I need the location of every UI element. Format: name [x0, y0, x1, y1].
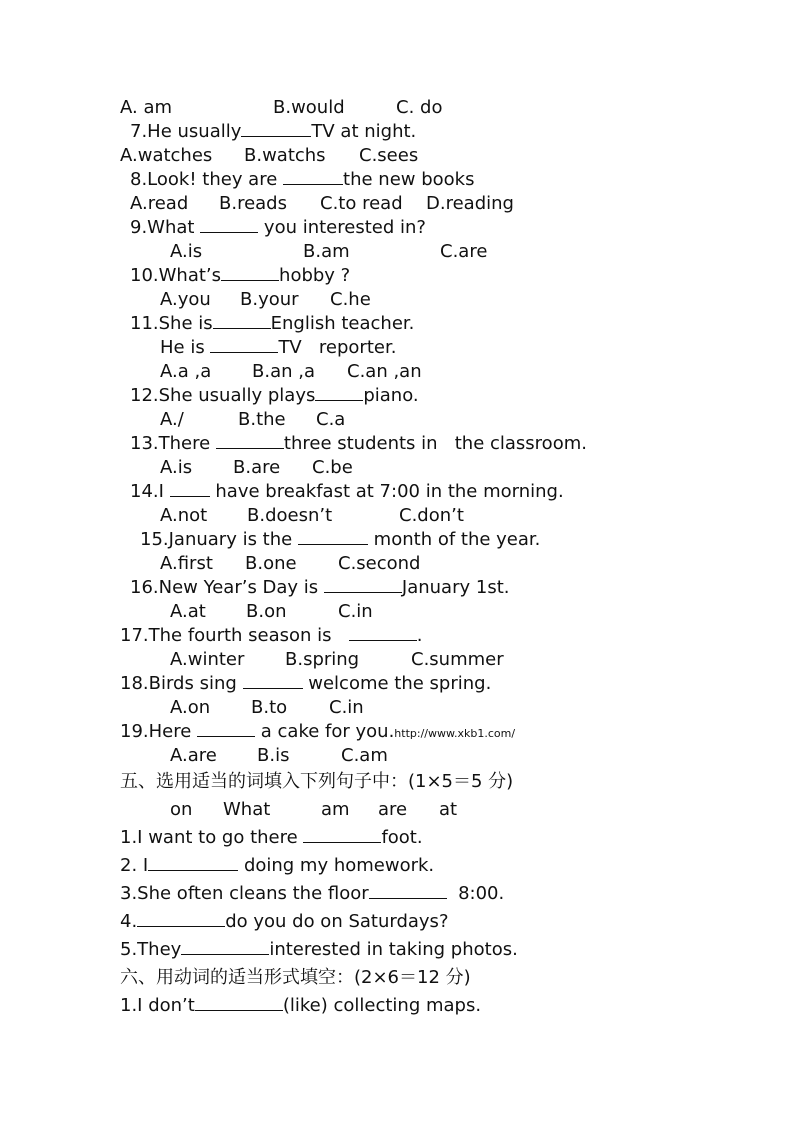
question-13 [130, 432, 587, 456]
option-a: A./ [160, 409, 184, 430]
question-text: 10.What’s [130, 265, 222, 286]
option-b: B.am [303, 241, 350, 262]
question-text: 2. I [120, 855, 149, 876]
option-a: A.watches [120, 145, 213, 166]
question-text: 17.The fourth season is [120, 625, 349, 646]
option-c: C.an ,an [347, 361, 422, 382]
s5-item-2 [120, 854, 434, 878]
option-a: A.a ,a [160, 361, 212, 382]
answer-blank [303, 826, 381, 843]
question-text: you interested in? [258, 217, 426, 238]
question-text: 18.Birds sing [120, 673, 243, 694]
question-text: welcome the spring. [302, 673, 492, 694]
option-a: A.on [170, 697, 211, 718]
option-c: C.are [440, 241, 488, 262]
answer-blank [213, 312, 271, 329]
option-b: B.one [245, 553, 297, 574]
section-6-heading: 六、用动词的适当形式填空：(2×6＝12 分) [120, 967, 471, 988]
question-text: 3.She often cleans the floor [120, 883, 369, 904]
answer-blank [243, 672, 303, 689]
word-bank-item: at [439, 799, 458, 820]
question-text: 14.I [130, 481, 170, 502]
q13-options [160, 456, 353, 480]
option-b: B.is [257, 745, 290, 766]
question-text: have breakfast at 7:00 in the morning. [209, 481, 564, 502]
question-text: 8.Look! they are [130, 169, 284, 190]
watermark-url: http://www.xkb1.com/ [394, 727, 516, 740]
question-17 [120, 624, 422, 648]
s6-item-1 [120, 994, 481, 1018]
q10-options [160, 288, 371, 312]
question-text: 15.January is the [140, 529, 298, 550]
option-c: C.am [341, 745, 388, 766]
answer-blank [195, 994, 283, 1011]
q9-options [170, 240, 488, 264]
question-text: piano. [363, 385, 419, 406]
option-a: A.is [170, 241, 203, 262]
option-b: B.the [238, 409, 286, 430]
answer-blank [315, 384, 363, 401]
s5-item-1 [120, 826, 423, 850]
option-a: A.read [130, 193, 189, 214]
question-text: a cake for you. [255, 721, 395, 742]
option-c: C.to read [320, 193, 403, 214]
option-b: B.an ,a [252, 361, 315, 382]
q18-options [170, 696, 364, 720]
q16-options [170, 600, 373, 624]
word-bank-item: What [223, 799, 271, 820]
option-b: B.reads [219, 193, 287, 214]
question-text: (like) collecting maps. [282, 995, 482, 1016]
question-text: January 1st. [401, 577, 510, 598]
answer-blank [200, 216, 258, 233]
q17-options [170, 648, 504, 672]
option-b: B.to [251, 697, 288, 718]
question-15 [140, 528, 540, 552]
answer-blank [197, 720, 255, 737]
answer-blank [170, 480, 210, 497]
question-text: 7.He usually [130, 121, 242, 142]
answer-blank [181, 938, 269, 955]
question-text: 5.They [120, 939, 182, 960]
answer-blank [283, 168, 343, 185]
option-b: B.would [273, 97, 345, 118]
question-9 [130, 216, 426, 240]
s5-item-4 [120, 910, 449, 934]
question-text: 1.I want to go there [120, 827, 304, 848]
option-b: B.are [233, 457, 281, 478]
q8-options [130, 192, 514, 216]
question-text: 12.She usually plays [130, 385, 316, 406]
question-text: the new books [343, 169, 475, 190]
question-19 [120, 720, 515, 746]
question-11-line2 [160, 336, 396, 360]
question-11 [130, 312, 414, 336]
answer-blank [369, 882, 447, 899]
question-text: 16.New Year’s Day is [130, 577, 324, 598]
answer-blank [221, 264, 279, 281]
option-c: C. do [396, 97, 443, 118]
question-text: do you do on Saturdays? [225, 911, 449, 932]
question-12 [130, 384, 419, 408]
q15-options [160, 552, 421, 576]
option-c: C.a [316, 409, 346, 430]
question-text: 8:00. [446, 883, 505, 904]
q14-options [160, 504, 464, 528]
question-text: doing my homework. [238, 855, 435, 876]
option-b: B.your [240, 289, 299, 310]
question-text: interested in taking photos. [269, 939, 518, 960]
q7-options [120, 144, 419, 168]
option-a: A.you [160, 289, 211, 310]
question-10 [130, 264, 350, 288]
answer-blank [216, 432, 284, 449]
answer-blank [298, 528, 368, 545]
answer-blank [137, 910, 225, 927]
question-text: 19.Here [120, 721, 198, 742]
option-a: A. am [120, 97, 173, 118]
option-b: B.on [246, 601, 287, 622]
option-c: C.summer [411, 649, 504, 670]
answer-blank [241, 120, 311, 137]
option-a: A.is [160, 457, 193, 478]
option-c: C.be [312, 457, 353, 478]
option-c: C.second [338, 553, 421, 574]
q19-options [170, 744, 388, 768]
option-b: B.doesn’t [247, 505, 333, 526]
s5-item-5 [120, 938, 518, 962]
word-bank-item: are [378, 799, 408, 820]
question-text: three students in the classroom. [283, 433, 587, 454]
question-text: English teacher. [270, 313, 415, 334]
question-text: . [416, 625, 423, 646]
question-text: 13.There [130, 433, 216, 454]
option-b: B.watchs [244, 145, 326, 166]
word-bank-item: on [170, 799, 193, 820]
answer-blank [148, 854, 238, 871]
question-text: He is [160, 337, 211, 358]
option-a: A.not [160, 505, 208, 526]
q6-options [120, 96, 443, 120]
question-text: TV reporter. [278, 337, 397, 358]
answer-blank [349, 624, 417, 641]
question-text: TV at night. [311, 121, 417, 142]
option-b: B.spring [285, 649, 360, 670]
option-a: A.winter [170, 649, 245, 670]
section-5-heading: 五、选用适当的词填入下列句子中：(1×5＝5 分) [120, 771, 514, 792]
question-7 [130, 120, 416, 144]
option-c: C.in [338, 601, 373, 622]
question-text: 1.I don’t [120, 995, 195, 1016]
option-a: A.are [170, 745, 217, 766]
q12-options [160, 408, 346, 432]
question-18 [120, 672, 491, 696]
s5-item-3 [120, 882, 504, 906]
option-c: C.sees [359, 145, 419, 166]
question-14 [130, 480, 564, 504]
question-text: 11.She is [130, 313, 213, 334]
option-c: C.in [329, 697, 364, 718]
answer-blank [210, 336, 278, 353]
option-c: C.don’t [399, 505, 464, 526]
word-bank [170, 798, 458, 822]
question-16 [130, 576, 509, 600]
question-text: 4. [120, 911, 138, 932]
q11-options [160, 360, 422, 384]
option-c: C.he [330, 289, 371, 310]
question-text: hobby ? [279, 265, 351, 286]
option-a: A.at [170, 601, 206, 622]
word-bank-item: am [321, 799, 350, 820]
answer-blank [324, 576, 402, 593]
question-text: 9.What [130, 217, 201, 238]
question-text: foot. [381, 827, 423, 848]
option-d: D.reading [426, 193, 514, 214]
question-text: month of the year. [367, 529, 541, 550]
option-a: A.first [160, 553, 213, 574]
question-8 [130, 168, 474, 192]
